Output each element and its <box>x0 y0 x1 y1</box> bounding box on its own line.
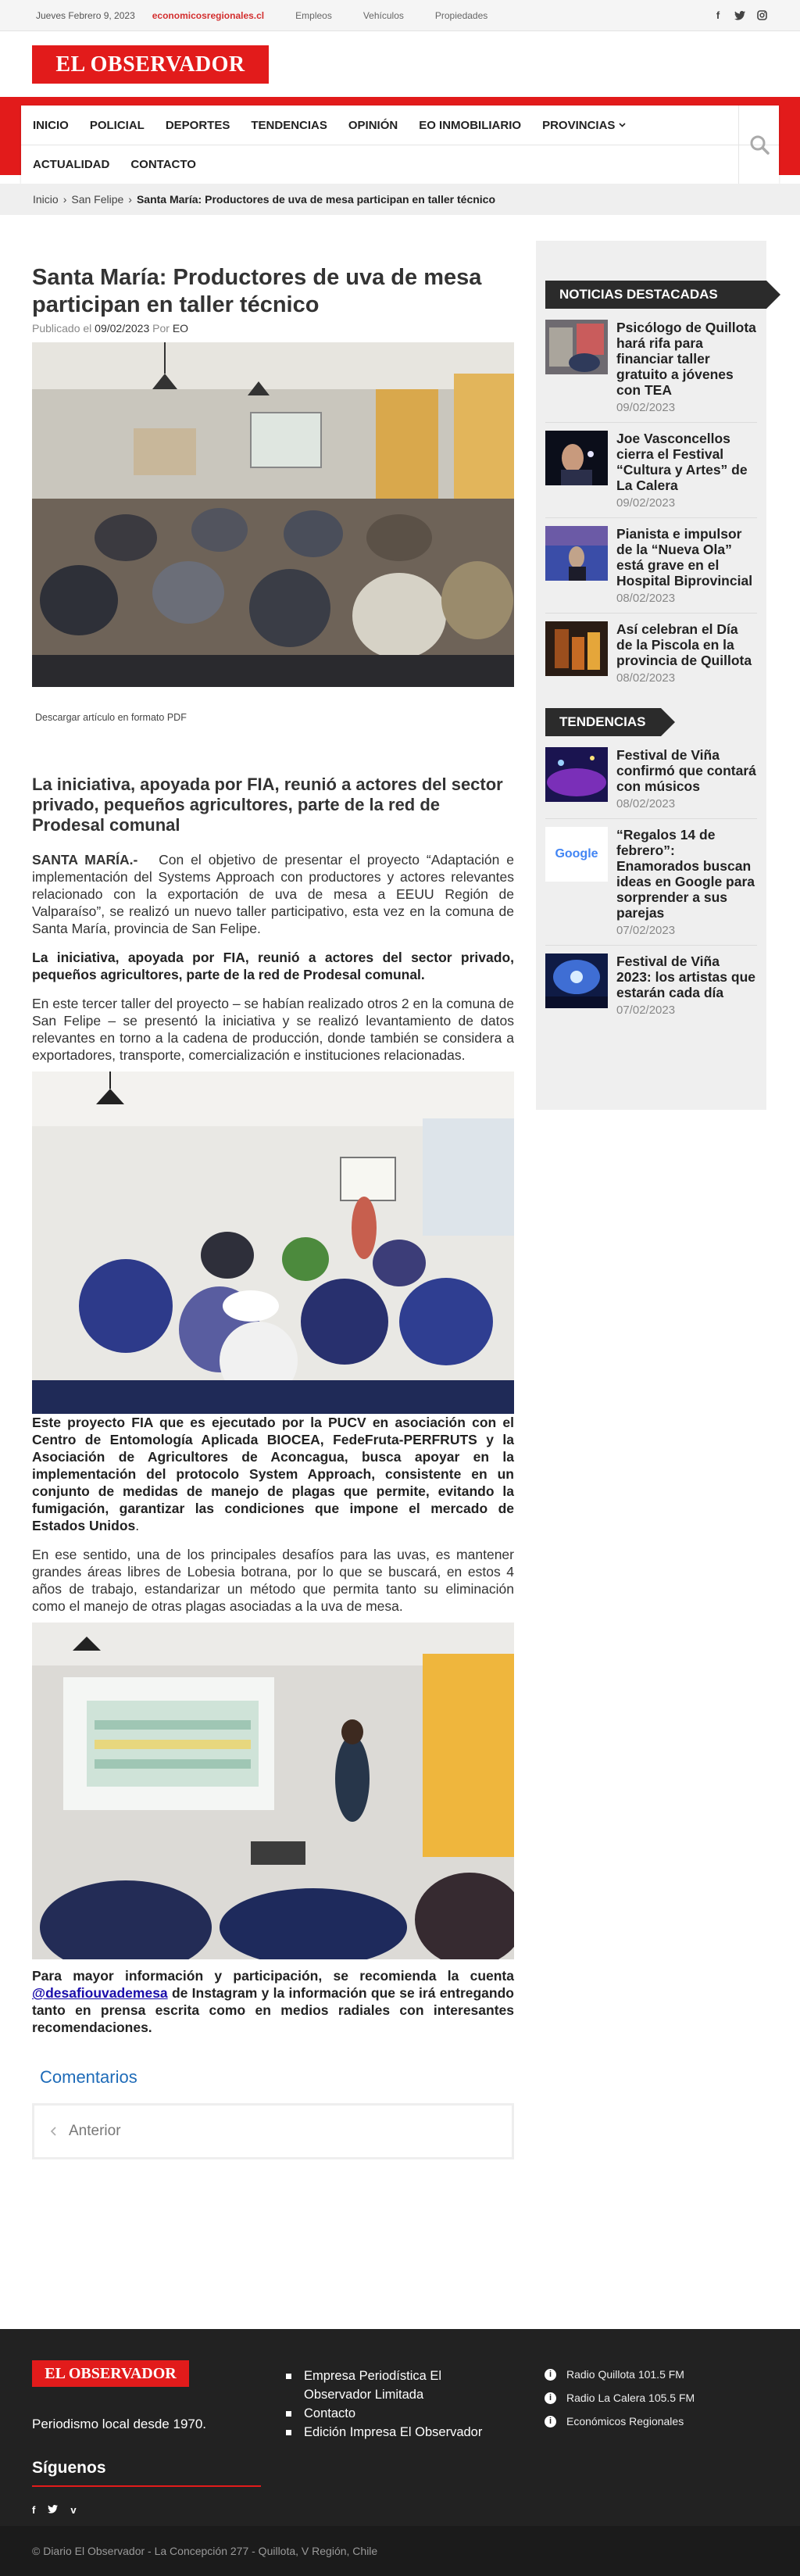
published-date: 09/02/2023 <box>95 322 150 335</box>
featured-item[interactable] <box>545 312 757 423</box>
footer-links <box>286 2367 489 2442</box>
trend-title: “Regalos 14 de febrero”: Enamorados buscan ideas en Google para sorprender a sus parejas <box>616 827 755 921</box>
featured-item[interactable] <box>545 614 757 692</box>
breadcrumb-home[interactable]: Inicio <box>33 193 59 206</box>
featured-title: Psicólogo de Quillota hará rifa para financiar taller gratuito a jóvenes con TEA <box>616 320 756 398</box>
breadcrumb-current: Santa María: Productores de uva de mesa participan en taller técnico <box>136 193 496 206</box>
featured-date: 08/02/2023 <box>616 592 676 605</box>
paragraph-6-text-b: de Instagram y la información que se irá entregando tanto en prensa escrita como en medios radiales con interesantes recomendaciones. <box>32 1985 514 2035</box>
featured-title: Pianista e impulsor de la “Nueva Ola” está grave en el Hospital Biprovincial <box>616 526 753 589</box>
paragraph-4-end: . <box>135 1518 140 1533</box>
copyright: © Diario El Observador - La Concepción 277 - Quillota, V Región, Chile <box>0 2526 800 2576</box>
footer-logo[interactable]: EL OBSERVADOR <box>32 2360 189 2387</box>
radio-item[interactable] <box>545 2368 695 2381</box>
previous-label: Anterior <box>69 2123 121 2139</box>
featured-date: 09/02/2023 <box>616 401 676 414</box>
published-label: Publicado el <box>32 322 92 335</box>
featured-thumb <box>545 526 608 581</box>
trend-item[interactable] <box>545 946 757 1025</box>
trend-title: Festival de Viña confirmó que contará con músicos <box>616 747 756 794</box>
featured-heading: NOTICIAS DESTACADAS <box>545 281 766 309</box>
paragraph-3: En este tercer taller del proyecto – se habían realizado otros 2 en la comuna de San Felipe – se presentó la iniciativa y se realizó levantamiento de datos relevantes en torno a la cadena de producción, donde también se considera a exportadores, transporte, comercialización e instituciones relacionadas. <box>32 996 514 1063</box>
dateline: SANTA MARÍA.- <box>32 852 138 868</box>
main-nav <box>21 106 779 184</box>
radio-label: Económicos Regionales <box>566 2415 684 2428</box>
radio-label: Radio La Calera 105.5 FM <box>566 2392 695 2404</box>
footer-socials <box>32 2504 77 2516</box>
nav-item-provincias-label: PROVINCIAS <box>542 118 616 132</box>
featured-thumb <box>545 621 608 676</box>
follow-heading: Síguenos <box>32 2459 106 2477</box>
top-socials <box>712 10 767 21</box>
vimeo-icon[interactable]: v <box>70 2504 77 2516</box>
nav-item-opinion[interactable]: OPINIÓN <box>348 118 398 132</box>
site-footer <box>0 2329 800 2526</box>
previous-article-button[interactable] <box>32 2103 514 2159</box>
trend-date: 07/02/2023 <box>616 924 676 937</box>
info-icon: i <box>545 2392 556 2404</box>
radio-label: Radio Quillota 101.5 FM <box>566 2368 684 2381</box>
instagram-icon[interactable] <box>756 10 767 21</box>
paragraph-4-text: Este proyecto FIA que es ejecutado por la PUCV en asociación con el Centro de Entomología Aplicada BIOCEA, FedeFruta-PERFRUTS y la Asociación de Agricultores de Aconcagua, busca apoyar en la implementación del protocolo System Approach, consistente en un conjunto de medidas de manejo de plagas que permite, evitando la fumigación, garantizar las condiciones que impone el mercado de Estados Unidos <box>32 1415 514 1533</box>
twitter-icon[interactable] <box>48 2504 58 2516</box>
facebook-icon[interactable]: f <box>716 9 720 21</box>
paragraph-1 <box>32 851 514 937</box>
paragraph-6 <box>32 1967 514 2036</box>
footer-link[interactable]: Contacto <box>286 2404 489 2423</box>
top-bar <box>0 0 800 31</box>
trends-heading: TENDENCIAS <box>545 708 661 736</box>
by-label: Por <box>152 322 170 335</box>
article-title: Santa María: Productores de uva de mesa participan en taller técnico <box>32 265 482 317</box>
nav-item-eo-inmobiliario[interactable]: EO INMOBILIARIO <box>419 118 522 132</box>
featured-thumb <box>545 431 608 485</box>
current-date: Jueves Febrero 9, 2023 <box>36 9 135 21</box>
breadcrumb-separator: › <box>62 193 67 206</box>
trend-thumb <box>545 747 608 802</box>
paragraph-1-text: Con el objetivo de presentar el proyecto “Adaptación e implementación del Systems Approach con productores y actores relevantes relacionado con la exportación de uva de mesa a EEUU Región de Valparaíso”, se realizó un nuevo taller participativo, esta vez en la comuna de Santa María, provincia de San Felipe. <box>32 852 514 936</box>
article-photo-2 <box>32 1072 514 1414</box>
chevron-down-icon <box>619 123 626 127</box>
nav-row-1 <box>21 106 779 145</box>
footer-tagline: Periodismo local desde 1970. <box>32 2417 207 2431</box>
featured-date: 08/02/2023 <box>616 671 676 685</box>
instagram-account-link[interactable]: @desafiouvademesa <box>32 1985 168 2001</box>
sidebar <box>536 241 766 1110</box>
author-link[interactable]: EO <box>172 322 189 335</box>
paragraph-2: La iniciativa, apoyada por FIA, reunió a actores del sector privado, pequeños agricultores, parte de la red de Prodesal comunal. <box>32 950 514 982</box>
nav-item-tendencias[interactable]: TENDENCIAS <box>251 118 327 132</box>
featured-item[interactable] <box>545 518 757 614</box>
trend-thumb <box>545 827 608 882</box>
comments-heading: Comentarios <box>40 2067 138 2087</box>
trend-thumb <box>545 953 608 1008</box>
trend-item[interactable] <box>545 739 757 819</box>
trend-date: 08/02/2023 <box>616 797 676 810</box>
article-lead: La iniciativa, apoyada por FIA, reunió a actores del sector privado, pequeños agricultores, parte de la red de Prodesal comunal <box>32 775 503 835</box>
paragraph-5: En ese sentido, una de los principales desafíos para las uvas, es mantener grandes áreas libres de Lobesia botrana, por lo que se buscará, en estos 4 años de trabajo, estandarizar un método que permita tanto su eliminación como el manejo de otras plagas asociadas a la uva de mesa. <box>32 1547 514 1614</box>
article-photo-1 <box>32 342 514 687</box>
footer-radios <box>545 2368 695 2438</box>
nav-item-actualidad[interactable]: ACTUALIDAD <box>33 158 110 171</box>
paragraph-6-text-a: Para mayor información y participación, se recomienda la cuenta <box>32 1968 514 1984</box>
main-nav-background <box>0 97 800 175</box>
article-meta <box>32 322 514 335</box>
featured-title: Joe Vasconcellos cierra el Festival “Cultura y Artes” de La Calera <box>616 431 748 493</box>
article-photo-3 <box>32 1623 514 1959</box>
breadcrumb-section[interactable]: San Felipe <box>71 193 124 206</box>
empleos-link[interactable]: Empleos <box>295 9 332 21</box>
nav-item-inicio[interactable]: INICIO <box>33 118 69 132</box>
footer-link[interactable]: Edición Impresa El Observador <box>286 2423 489 2442</box>
footer-link[interactable]: Empresa Periodística El Observador Limitada <box>286 2367 489 2404</box>
search-icon <box>749 134 770 155</box>
economicos-link[interactable]: economicosregionales.cl <box>152 9 265 21</box>
twitter-icon[interactable] <box>734 10 745 21</box>
info-icon: i <box>545 2369 556 2381</box>
featured-item[interactable] <box>545 423 757 518</box>
site-header <box>0 31 800 106</box>
trend-date: 07/02/2023 <box>616 1004 676 1017</box>
featured-date: 09/02/2023 <box>616 496 676 510</box>
nav-item-contacto[interactable]: CONTACTO <box>130 158 196 171</box>
nav-row-2 <box>21 145 779 184</box>
trend-item[interactable] <box>545 819 757 946</box>
facebook-icon[interactable]: f <box>32 2504 36 2516</box>
pdf-download-link[interactable]: Descargar artículo en formato PDF <box>35 712 187 723</box>
nav-item-policial[interactable]: POLICIAL <box>89 118 145 132</box>
site-logo[interactable]: EL OBSERVADOR <box>32 45 269 84</box>
search-button[interactable] <box>738 106 779 184</box>
follow-divider <box>32 2485 261 2487</box>
vehiculos-link[interactable]: Vehículos <box>362 9 404 21</box>
breadcrumb-separator: › <box>128 193 132 206</box>
featured-title: Así celebran el Día de la Piscola en la provincia de Quillota <box>616 621 752 668</box>
article <box>32 241 514 2159</box>
nav-item-provincias[interactable] <box>542 119 626 132</box>
chevron-left-icon <box>50 2127 56 2136</box>
info-icon: i <box>545 2416 556 2428</box>
radio-item[interactable] <box>545 2392 695 2404</box>
trend-title: Festival de Viña 2023: los artistas que estarán cada día <box>616 953 755 1000</box>
google-logo-text: Google <box>555 847 598 860</box>
breadcrumb <box>0 184 800 215</box>
propiedades-link[interactable]: Propiedades <box>434 9 488 21</box>
paragraph-4 <box>32 1414 514 1534</box>
featured-thumb <box>545 320 608 374</box>
radio-item[interactable] <box>545 2415 695 2428</box>
nav-item-deportes[interactable]: DEPORTES <box>165 118 230 132</box>
